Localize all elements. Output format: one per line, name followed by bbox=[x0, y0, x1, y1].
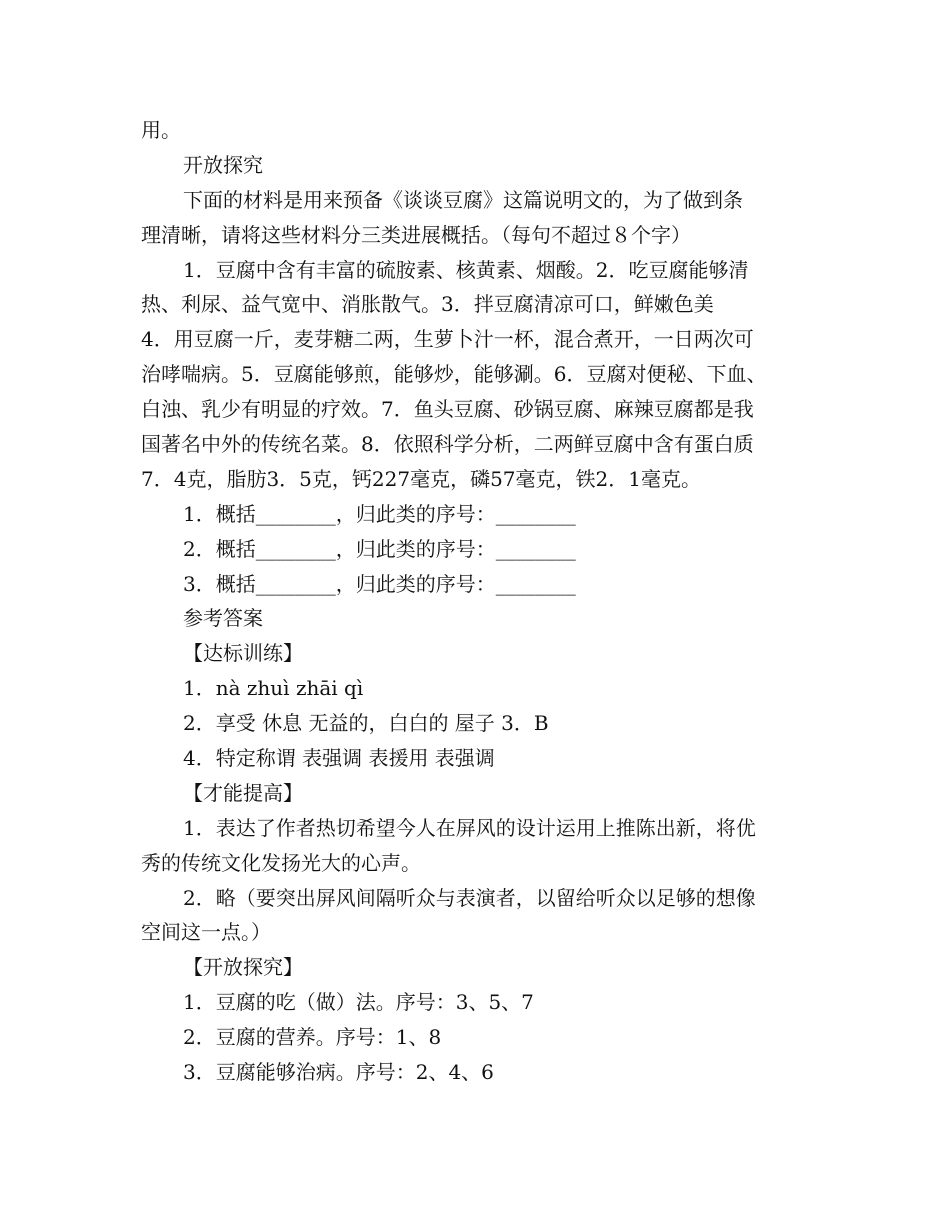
text-line: 1．概括________，归此类的序号：________ bbox=[183, 501, 576, 526]
text-line: 【才能提高】 bbox=[183, 780, 303, 805]
text-line: 2．略（要突出屏风间隔听众与表演者，以留给听众以足够的想像 bbox=[183, 885, 756, 910]
text-line: 3．豆腐能够治病。序号：2、4、6 bbox=[183, 1060, 494, 1085]
text-line: 热、利尿、益气宽中、消胀散气。3．拌豆腐清凉可口，鲜嫩色美 bbox=[141, 292, 714, 317]
text-line: 秀的传统文化发扬光大的心声。 bbox=[141, 850, 421, 875]
text-line: 下面的材料是用来预备《谈谈豆腐》这篇说明文的，为了做到条 bbox=[183, 187, 743, 212]
text-line: 开放探究 bbox=[183, 152, 263, 177]
text-line: 7．4克，脂肪3．5克，钙227毫克，磷57毫克，铁2．1毫克。 bbox=[141, 466, 701, 491]
text-line: 用。 bbox=[141, 118, 181, 142]
text-line: 空间这一点。） bbox=[141, 920, 271, 945]
text-line: 1．nà zhuì zhāi qì bbox=[183, 676, 364, 701]
text-line: 2．概括________，归此类的序号：________ bbox=[183, 536, 576, 561]
text-line: 白浊、乳少有明显的疗效。7．鱼头豆腐、砂锅豆腐、麻辣豆腐都是我 bbox=[141, 397, 754, 422]
document-page bbox=[141, 113, 821, 1090]
text-line: 1．豆腐的吃（做）法。序号：3、5、7 bbox=[183, 990, 534, 1015]
text-line: 参考答案 bbox=[183, 606, 263, 631]
text-line: 2．享受 休息 无益的，白白的 屋子 3．B bbox=[183, 711, 549, 736]
text-line: 4．特定称谓 表强调 表援用 表强调 bbox=[183, 746, 495, 771]
text-line: 3．概括________，归此类的序号：________ bbox=[183, 571, 576, 596]
text-line: 2．豆腐的营养。序号：1、8 bbox=[183, 1025, 442, 1050]
text-line: 理清晰，请将这些材料分三类进展概括。（每句不超过８个字） bbox=[141, 222, 691, 247]
text-line: 1．豆腐中含有丰富的硫胺素、核黄素、烟酸。2．吃豆腐能够清 bbox=[183, 257, 749, 282]
text-line: 1．表达了作者热切希望今人在屏风的设计运用上推陈出新，将优 bbox=[183, 815, 756, 840]
text-line: 治哮喘病。5．豆腐能够煎，能够炒，能够涮。6．豆腐对便秘、下血、 bbox=[141, 362, 767, 387]
text-line: 国著名中外的传统名菜。8．依照科学分析，二两鲜豆腐中含有蛋白质 bbox=[141, 432, 754, 457]
text-line: 【达标训练】 bbox=[183, 641, 303, 666]
text-line: 【开放探究】 bbox=[183, 955, 303, 980]
text-line: 4．用豆腐一斤，麦芽糖二两，生萝卜汁一杯，混合煮开，一日两次可 bbox=[141, 327, 754, 352]
